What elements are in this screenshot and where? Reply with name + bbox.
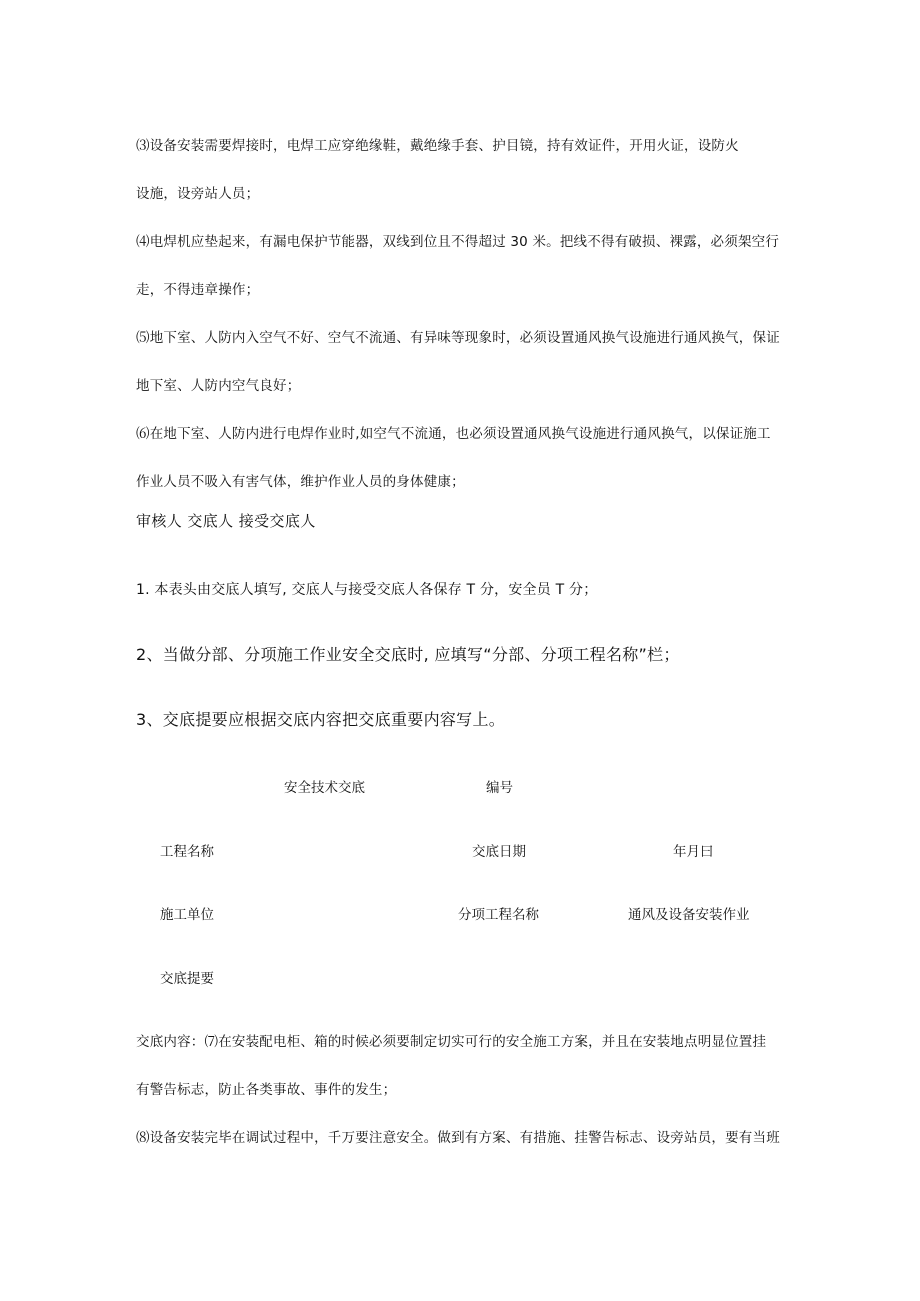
item-3-line-2: 设施，设旁站人员； (136, 186, 260, 202)
content-item-7-line-1: 交底内容：⑺在安装配电柜、箱的时候必须要制定切实可行的安全施工方案，并且在安装地点明显位置挂 (136, 1034, 767, 1050)
item-6-line-1: ⑹在地下室、人防内进行电焊作业时,如空气不流通，也必须设置通风换气设施进行通风换气，以保证施工 (136, 426, 771, 442)
subproject-name-value: 通风及设备安装作业 (628, 907, 750, 923)
content-item-8-line-1: ⑻设备安装完毕在调试过程中，千万要注意安全。做到有方案、有措施、挂警告标志、设旁站员，要有当班 (136, 1130, 780, 1146)
subproject-name-label: 分项工程名称 (458, 907, 539, 923)
disclosure-summary-label: 交底提要 (160, 971, 214, 987)
item-4-line-2: 走，不得违章操作； (136, 282, 260, 298)
item-5-line-1: ⑸地下室、人防内入空气不好、空气不流通、有异味等现象时，必须设置通风换气设施进行通风换气，保证 (136, 330, 780, 346)
item-4-line-1: ⑷电焊机应垫起来，有漏电保护节能器，双线到位且不得超过 30 米。把线不得有破损、裸露，必须架空行 (136, 234, 780, 250)
form-number-label: 编号 (486, 780, 513, 796)
item-6-line-2: 作业人员不吸入有害气体，维护作业人员的身体健康； (136, 474, 465, 490)
note-3: 3、交底提要应根据交底内容把交底重要内容写上。 (136, 710, 506, 729)
project-name-label: 工程名称 (160, 844, 214, 860)
signature-row: 审核人 交底人 接受交底人 (136, 512, 316, 530)
note-2: 2、当做分部、分项施工作业安全交底时, 应填写“分部、分项工程名称”栏； (136, 645, 680, 664)
construction-unit-label: 施工单位 (160, 907, 214, 923)
item-3-line-1: ⑶设备安装需要焊接时，电焊工应穿绝缘鞋，戴绝缘手套、护目镜，持有效证件，开用火证，设防火 (136, 138, 739, 154)
content-item-7-line-2: 有警告标志，防止各类事故、事件的发生； (136, 1082, 397, 1098)
note-1: 1. 本表头由交底人填写, 交底人与接受交底人各保存 T 分，安全员 T 分； (136, 582, 598, 598)
disclosure-date-label: 交底日期 (472, 844, 526, 860)
item-5-line-2: 地下室、人防内空气良好； (136, 378, 301, 394)
form-title: 安全技术交底 (284, 780, 365, 796)
disclosure-date-value: 年月曰 (673, 844, 714, 860)
